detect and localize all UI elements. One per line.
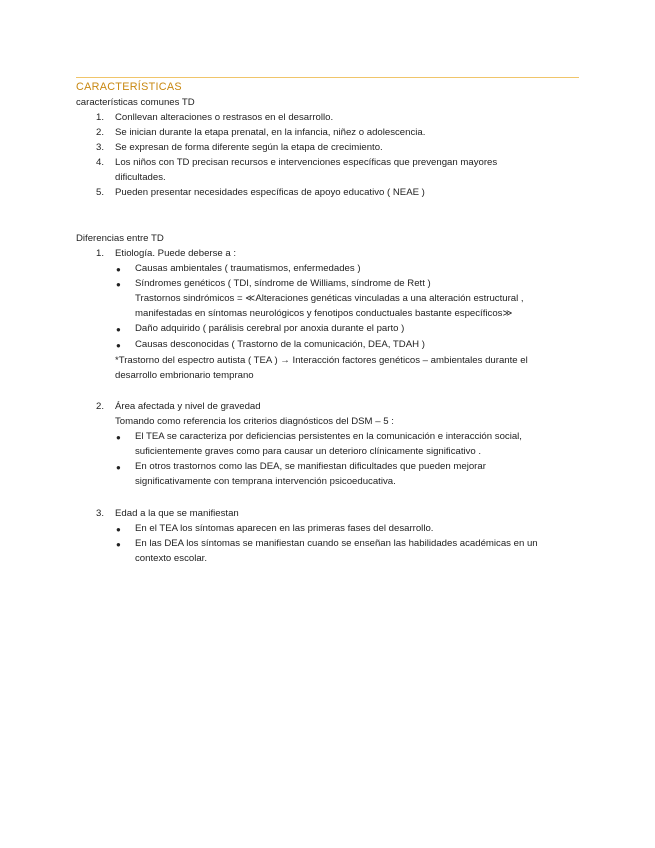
group-number: 2. [95, 401, 104, 412]
section-heading: CARACTERÍSTICAS [76, 81, 182, 93]
list-item-text: Los niños con TD precisan recursos e intervenciones específicas que prevengan mayores [115, 157, 498, 168]
bullet-text: El TEA se caracteriza por deficiencias persistentes en la comunicación e interacción social, [135, 431, 522, 442]
bullet-text: Daño adquirido ( parálisis cerebral por anoxia durante el parto ) [135, 323, 405, 334]
list-item-text: Pueden presentar necesidades específicas de apoyo educativo ( NEAE ) [115, 187, 425, 198]
bullet-text: En el TEA los síntomas aparecen en las primeras fases del desarrollo. [135, 523, 434, 534]
list-number: 4. [95, 157, 104, 168]
bullet-icon: ● [116, 341, 121, 350]
note-text: *Trastorno del espectro autista ( TEA ) → Interacción factores genéticos – ambientales durante el [115, 355, 528, 366]
bullet-text: Causas desconocidas ( Trastorno de la comunicación, DEA, TDAH ) [135, 339, 425, 350]
list-number: 3. [95, 142, 104, 153]
bullet-icon: ● [116, 433, 121, 442]
bullet-icon: ● [116, 525, 121, 534]
group-title: Área afectada y nivel de gravedad [115, 401, 261, 412]
section-subheading: características comunes TD [76, 97, 195, 108]
bullet-text: Síndromes genéticos ( TDI, síndrome de Williams, síndrome de Rett ) [135, 278, 431, 289]
bullet-text: significativamente con temprana intervención psicoeducativa. [135, 476, 396, 487]
list-item-text: dificultades. [115, 172, 166, 183]
bullet-text: En otros trastornos como las DEA, se manifiestan dificultades que pueden mejorar [135, 461, 486, 472]
heading-rule [76, 77, 579, 78]
bullet-text: En las DEA los síntomas se manifiestan cuando se enseñan las habilidades académicas en un [135, 538, 538, 549]
list-number: 1. [95, 112, 104, 123]
bullet-text: Trastornos sindrómicos = ≪Alteraciones genéticas vinculadas a una alteración estructural , [135, 293, 524, 304]
group-intro: Tomando como referencia los criterios diagnósticos del DSM – 5 : [115, 416, 394, 427]
group-title: Edad a la que se manifiestan [115, 508, 239, 519]
list-number: 2. [95, 127, 104, 138]
bullet-text: manifestadas en síntomas neurológicos y fenotipos conductuales bastante específicos≫ [135, 308, 513, 319]
bullet-text: contexto escolar. [135, 553, 207, 564]
bullet-text: Causas ambientales ( traumatismos, enfermedades ) [135, 263, 361, 274]
group-number: 3. [95, 508, 104, 519]
group-number: 1. [95, 248, 104, 259]
list-item-text: Se expresan de forma diferente según la etapa de crecimiento. [115, 142, 383, 153]
bullet-icon: ● [116, 540, 121, 549]
group-title: Etiología. Puede deberse a : [115, 248, 237, 259]
bullet-icon: ● [116, 463, 121, 472]
bullet-text: suficientemente graves como para causar un deterioro clínicamente significativo . [135, 446, 482, 457]
differences-title: Diferencias entre TD [76, 233, 164, 244]
bullet-icon: ● [116, 265, 121, 274]
bullet-icon: ● [116, 325, 121, 334]
list-item-text: Se inician durante la etapa prenatal, en la infancia, niñez o adolescencia. [115, 127, 426, 138]
list-number: 5. [95, 187, 104, 198]
bullet-icon: ● [116, 280, 121, 289]
note-text: desarrollo embrionario temprano [115, 370, 254, 381]
list-item-text: Conllevan alteraciones o restrasos en el desarrollo. [115, 112, 334, 123]
